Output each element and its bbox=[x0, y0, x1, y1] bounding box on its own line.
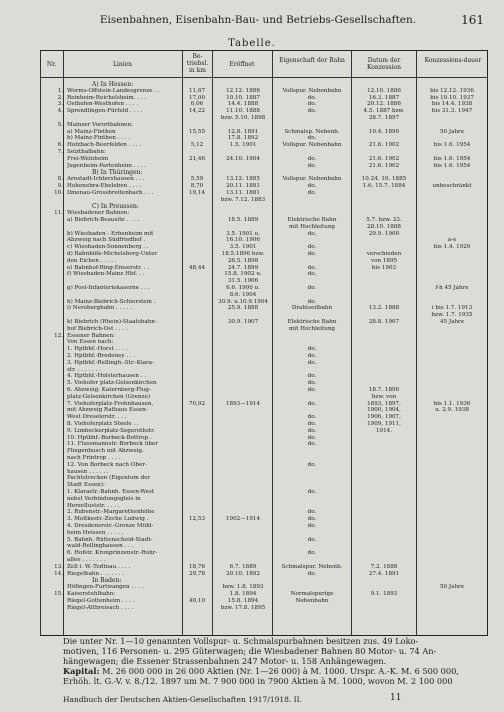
cell-linie: Jugenheim-Partenheim . . . . bbox=[67, 162, 147, 169]
cell-linie: str. . . . . . . . bbox=[67, 366, 101, 373]
cell-eroeffnet: 24.10. 1904 bbox=[226, 155, 260, 162]
cell-km: 17,00 bbox=[188, 94, 205, 101]
cell-eig: do. bbox=[307, 271, 317, 278]
cell-eig: do. bbox=[307, 434, 317, 441]
cell-eig: do. bbox=[307, 94, 317, 101]
cell-datum: 28.10. 1888 bbox=[367, 223, 401, 230]
cell-datum: 13.2. 1888 bbox=[368, 305, 400, 312]
cell-datum: bzw. von bbox=[371, 393, 397, 400]
cell-linie: 8. Viehoferplatz Steele . . bbox=[67, 421, 139, 427]
cell-eig: do. bbox=[307, 189, 317, 196]
cell-linie: i) Nerobergbahn . . . . . bbox=[67, 305, 133, 312]
cell-dauer: 50 Jahre bbox=[439, 128, 465, 135]
cell-linie: k) Biebrich (Rhein)-Staatsbahn- bbox=[67, 319, 157, 325]
cell-eig: do. bbox=[307, 230, 317, 237]
cell-datum: 1909, 1911, bbox=[367, 421, 401, 427]
cell-linie: Worms-Offstein-Landesgrenze . . bbox=[67, 87, 160, 94]
table-caption: Tabelle. bbox=[228, 38, 276, 49]
cell-eig: Elektrische Bahn bbox=[287, 319, 337, 325]
cell-km: 29,78 bbox=[188, 570, 205, 577]
cell-linie: 4. Dresdenerstr.-Grenze Mühl- bbox=[67, 523, 154, 529]
cell-linie: platz-Gelsenkirchen (Grenze) bbox=[67, 393, 151, 400]
col-header-datum: Datum der Konzession bbox=[366, 57, 402, 71]
cell-eroeffnet: 1893—1914 bbox=[225, 400, 261, 407]
cell-eroeffnet: 24.7. 1899 bbox=[227, 264, 259, 271]
cell-linie: c) Wiesbaden-Sonnenberg . . bbox=[67, 244, 149, 251]
cell-datum: 1906, 1907, bbox=[367, 414, 401, 421]
footer-line-1: Die unter Nr. 1—10 genannten Vollspur- u. Schmalspurbahnen besitzen zus. 49 Loko- bbox=[63, 636, 419, 646]
cell-eig: do. bbox=[307, 414, 317, 421]
cell-eroeffnet: 14.4. 1888 bbox=[227, 101, 259, 108]
cell-linie: Hohenebra-Ebeleben . . . . bbox=[67, 183, 142, 189]
handbook-citation: Handbuch der Deutschen Aktien-Gesellschaften 1917/1918. II. bbox=[63, 695, 302, 704]
cell-nr: 10. bbox=[54, 189, 63, 196]
cell-linie: West Dreselerstr. . . . bbox=[67, 414, 127, 421]
cell-eig: do. bbox=[307, 523, 317, 529]
cell-linie: a) Mainz-Finthen bbox=[67, 128, 116, 135]
cell-dauer: i bis 1.7. 1913 bbox=[431, 305, 473, 312]
cell-nr: 15. bbox=[54, 591, 63, 597]
cell-eig: do. bbox=[307, 135, 317, 142]
cell-linie: 5. Viehofer platz-Gelsenkirchen bbox=[67, 380, 157, 387]
cell-datum: 28.8. 1907 bbox=[368, 319, 400, 325]
cell-linie: Abzweig nach Südfriedhof . bbox=[67, 237, 146, 244]
cell-km: 11,67 bbox=[188, 87, 205, 94]
cell-linie: 6. Abzweig. Katernberg-Flug- bbox=[67, 387, 151, 393]
cell-linie: 12. Von Borbeck nach Ober- bbox=[67, 461, 147, 468]
cell-linie: 2. Hptbhf.-Bredeney . . . bbox=[67, 353, 136, 359]
cell-eroeffnet: 20.11. 1881 bbox=[226, 183, 260, 189]
cell-dauer: bis 31.3. 1947 bbox=[431, 108, 473, 115]
cell-datum: 9.1. 1893 bbox=[370, 591, 398, 597]
footer-line-2: motiven, 116 Personen- u. 295 Güterwagen; die Wiesbadener Bahnen 80 Motor- u. 74 An- bbox=[63, 646, 437, 656]
cell-dauer: 50 Jahre bbox=[439, 584, 465, 591]
cell-km: 48,44 bbox=[188, 264, 205, 271]
cell-eroeffnet: 13.12. 1885 bbox=[226, 176, 260, 183]
cell-dauer: 45 Jahre bbox=[439, 319, 465, 325]
cell-linie: 10. Hptbhf.-Borbeck-Bottrop . bbox=[67, 434, 152, 441]
page-number: 161 bbox=[461, 13, 484, 27]
footer-line-5: Erhöh. lt. G.-V. v. 8./12. 1897 um M. 7 900 000 in 7900 Aktien à M. 1000, wovon M. 2 100 000 bbox=[63, 676, 453, 686]
header-title: Eisenbahnen, Eisenbahn-Bau- und Betriebs-Gesellschaften. bbox=[99, 14, 417, 26]
cell-eig: Schmalspur. Nebenb. bbox=[281, 563, 343, 570]
cell-eig: do. bbox=[307, 489, 317, 495]
cell-eroeffnet: 15.8. 1902 u. bbox=[224, 271, 262, 278]
cell-eroeffnet: 17.8. 1892 bbox=[227, 135, 259, 142]
col-header-dauer: Konzessions-dauer bbox=[424, 57, 482, 64]
cell-linie: Wiesbadener Bahnen: bbox=[67, 210, 130, 217]
cell-nr: 7. bbox=[57, 149, 63, 155]
cell-eroeffnet: 1.8. 1894 bbox=[229, 591, 257, 597]
cell-linie: 5. Bahnh. Rüttenscheid-Stadt- bbox=[67, 536, 153, 543]
cell-linie: den Eichen . . . . . bbox=[67, 257, 117, 264]
cell-datum: 27.4. 1891 bbox=[368, 570, 400, 577]
cell-eig: do. bbox=[307, 359, 317, 366]
cell-eroeffnet: 20.10. 1892 bbox=[226, 570, 260, 577]
cell-datum: 1.6. 15.7. 1884 bbox=[362, 183, 406, 189]
cell-km: 15,55 bbox=[188, 128, 205, 135]
cell-eroeffnet: 30.9. 1907 bbox=[227, 319, 259, 325]
cell-linie: Osthofen-Westhofen . . . . bbox=[67, 101, 139, 108]
cell-dauer: bis 12.12. 1936 bbox=[430, 87, 474, 94]
cell-eroeffnet: 30.9. u.10.9.1904 bbox=[218, 298, 268, 305]
cell-linie: Hofzbach-Beerfelden . . . . bbox=[67, 142, 142, 149]
cell-linie: wald-Rellinghausen . . . bbox=[67, 543, 134, 550]
cell-linie: Riegel-Altbreisach . . . . bbox=[67, 604, 134, 611]
cell-linie: hof Biebrich-Ost . . . . bbox=[67, 325, 128, 332]
cell-nr: 5. bbox=[57, 121, 63, 128]
cell-eig: do. bbox=[307, 298, 317, 305]
cell-eig: do. bbox=[307, 461, 317, 468]
cell-km: 6,06 bbox=[190, 101, 204, 108]
cell-linie: nach Frintrop . . . . bbox=[67, 455, 121, 461]
cell-eig: Vollspur. Nebenbahn bbox=[282, 87, 342, 94]
capital-label: Kapital: bbox=[63, 666, 100, 676]
cell-linie: a) Biebrich-Beausite . . . . bbox=[67, 217, 139, 223]
cell-linie: Ilmenau-Grossbreitenbach . . . bbox=[67, 189, 154, 196]
running-header bbox=[70, 14, 486, 28]
cell-linie: mit Abzweig Rathaus Essen- bbox=[67, 407, 148, 414]
footer-line-3: hängewagen; die Essener Strassenbahnen 247 Motor- u. 158 Anhängewagen. bbox=[63, 656, 387, 666]
cell-datum: 28.7. 1897 bbox=[368, 115, 400, 121]
cell-eig: Vollspur. Nebenbahn bbox=[282, 142, 342, 149]
cell-eroeffnet: bzw. 7.12. 1883 bbox=[220, 196, 266, 203]
cell-linie: Arnstadt-Ichtershausen . . . bbox=[67, 176, 145, 183]
cell-eig: Elektrische Bahn bbox=[287, 217, 337, 223]
cell-linie: heim Heissen . . . . . bbox=[67, 529, 124, 536]
cell-dauer: bis 1.6. 1954 bbox=[433, 155, 471, 162]
cell-km: 21,46 bbox=[188, 155, 205, 162]
cell-datum: 16.3. 1887 bbox=[368, 94, 400, 101]
cell-datum: 18.7. 1890 bbox=[368, 387, 400, 393]
cell-eroeffnet: bzw. 17.8. 1895 bbox=[220, 604, 266, 611]
cell-linie: Pachtstrecken (Eigentum der bbox=[67, 475, 151, 482]
cell-datum: 21.6. 1902 bbox=[368, 142, 400, 149]
signature-number: 11 bbox=[390, 693, 402, 703]
cell-linie: Kaiserstuhlbahn: bbox=[67, 591, 116, 597]
cell-datum: 1914. bbox=[375, 427, 392, 434]
cell-eroeffnet: 18.5.1896 bzw. bbox=[221, 251, 265, 257]
cell-linie: 7. Viehoferplatz-Frohnhausen, bbox=[67, 400, 154, 407]
group-header: In Baden: bbox=[92, 577, 122, 585]
cell-dauer: a-e bbox=[447, 237, 457, 244]
capital-text: M. 26 000 000 in 26 000 Aktien (Nr. 1—26 000) à M. 1000. Urspr. A.-K. M. 6 500 000, bbox=[102, 666, 459, 676]
cell-nr: 12. bbox=[54, 332, 63, 339]
cell-linie: e) Bahnhof-Ring-Emserstr. . . bbox=[67, 264, 150, 271]
cell-dauer: bis 1.6. 1954 bbox=[433, 142, 471, 149]
cell-eig: mit Hochleitung bbox=[288, 223, 336, 230]
group-header: B) In Thüringen: bbox=[92, 169, 143, 177]
cell-km: 12,53 bbox=[188, 516, 205, 523]
cell-datum: 12.10. 1886 bbox=[367, 87, 401, 94]
cell-linie: Mainzer Vorortbahnen: bbox=[67, 121, 133, 128]
cell-eroeffnet: 15.8. 1894 bbox=[227, 597, 259, 604]
cell-datum: 20.12. 1886 bbox=[367, 101, 401, 108]
cell-eig: do. bbox=[307, 155, 317, 162]
cell-nr: 9. bbox=[57, 183, 63, 189]
cell-dauer: bis 1.4. 1929 bbox=[433, 244, 471, 251]
cell-eroeffnet: 16.10. 1906 bbox=[226, 237, 260, 244]
cell-eroeffnet: 6.6. 1900 u. bbox=[226, 285, 260, 291]
cell-dauer: bzw. 1.7. 1935 bbox=[431, 312, 473, 319]
cell-eroeffnet: 13.11. 1881 bbox=[226, 189, 260, 196]
col-header-linien: Linien bbox=[112, 61, 133, 68]
cell-eig: do. bbox=[307, 387, 317, 393]
cell-linie: h) Mainz-Biebrich-Schierstein . bbox=[67, 298, 156, 305]
cell-dauer: bis 14.4. 1938 bbox=[431, 101, 473, 108]
cell-nr: 13. bbox=[54, 563, 63, 570]
cell-datum: 10.24. 10. 1885 bbox=[361, 176, 407, 183]
cell-linie: Reinheim-Reichelsheim. . . . bbox=[67, 94, 147, 101]
cell-linie: 4. Hptbhf.-Holsterhausen . . bbox=[67, 373, 147, 380]
cell-linie: Stadt Essen): bbox=[67, 482, 105, 489]
cell-eig: do. bbox=[307, 421, 317, 427]
cell-dauer: bis 1.6. 1954 bbox=[433, 162, 471, 169]
cell-linie: Riegelbahn . . . . . . . bbox=[67, 570, 125, 577]
cell-linie: g) Post-Infanteriekaserne . . . bbox=[67, 285, 150, 291]
cell-eig: do. bbox=[307, 353, 317, 359]
cell-eig: do. bbox=[307, 373, 317, 380]
cell-km: 19,14 bbox=[188, 189, 205, 196]
cell-eig: do. bbox=[307, 427, 317, 434]
cell-km: 70,92 bbox=[188, 400, 205, 407]
cell-datum: 29.9. 1900 bbox=[368, 230, 400, 237]
cell-eig: do. bbox=[307, 183, 317, 189]
railway-table bbox=[40, 50, 488, 636]
cell-eig: do. bbox=[307, 264, 317, 271]
cell-eroeffnet: 6.7. 1889 bbox=[229, 563, 257, 570]
cell-nr: 8. bbox=[57, 176, 63, 183]
cell-km: 5,12 bbox=[190, 142, 204, 149]
cell-linie: allee . . . . . . . bbox=[67, 557, 106, 563]
cell-eroeffnet: 11.10. 1888 bbox=[226, 108, 260, 115]
cell-linie: b) Mainz-Finthen . . . . bbox=[67, 135, 131, 142]
cell-linie: 1. Hptbhf.-Horst . . . . bbox=[67, 346, 128, 353]
cell-linie: 6. Hofstr. Kronprinzenstr.-Ruhr- bbox=[67, 550, 158, 557]
cell-linie: b) Wiesbaden - Erbenheim mit bbox=[67, 230, 154, 237]
cell-datum: 21.6. 1902 bbox=[368, 155, 400, 162]
cell-nr: 14. bbox=[54, 570, 63, 577]
cell-eig: do. bbox=[307, 251, 317, 257]
cell-eig: Schmalsp. Nebenb. bbox=[284, 128, 340, 135]
cell-nr: 4. bbox=[57, 108, 63, 115]
cell-eig: do. bbox=[307, 346, 317, 353]
cell-dauer: unbeschränkt bbox=[432, 183, 472, 189]
cell-linie: Essener Bahnen: bbox=[67, 332, 115, 339]
footer-capital bbox=[63, 666, 493, 676]
cell-eroeffnet: 3.5. 1901 u. bbox=[226, 230, 260, 237]
cell-eroeffnet: 26.5. 1898 bbox=[227, 257, 259, 264]
cell-datum: 1893, 1897, bbox=[367, 400, 401, 407]
cell-linie: 2. Rubenstr.-Margarethenhöhe bbox=[67, 509, 155, 516]
cell-eig: do. bbox=[307, 101, 317, 108]
cell-nr: 11. bbox=[54, 210, 63, 217]
cell-linie: nebst Verbindungsgleis in bbox=[67, 495, 141, 502]
cell-eroeffnet: 12.8. 1891 bbox=[227, 128, 259, 135]
cell-datum: von 1895 bbox=[370, 257, 398, 264]
col-header-eroeffnet: Eröffnet bbox=[229, 61, 255, 68]
cell-nr: 2. bbox=[57, 94, 63, 101]
cell-eig: mit Hochleitung bbox=[288, 325, 336, 332]
cell-km: 5,59 bbox=[190, 176, 204, 183]
cell-linie: Selzthalbahn: bbox=[67, 149, 106, 155]
cell-datum: 10.4. 1890 bbox=[368, 128, 400, 135]
cell-dauer: f-h 45 Jahre bbox=[435, 285, 469, 291]
cell-linie: 3. Hptbhf.-Rellingh.-Str.-Kiara- bbox=[67, 359, 154, 366]
cell-eig: do. bbox=[307, 516, 317, 523]
cell-datum: 5.7. bzw. 23. bbox=[366, 217, 402, 223]
cell-datum: 4.5. 1887 bzw. bbox=[363, 108, 405, 115]
cell-eig: Normalspurige bbox=[290, 591, 334, 597]
cell-dauer: bis 10.10. 1937 bbox=[430, 94, 474, 101]
cell-datum: 1900, 1904, bbox=[367, 407, 401, 414]
cell-km: 18,76 bbox=[188, 563, 205, 570]
cell-dauer: bis 1.1. 1936 bbox=[433, 400, 471, 407]
col-header-eigenschaft: Eigenschaft der Bahn bbox=[279, 57, 345, 64]
cell-eig: do. bbox=[307, 380, 317, 387]
cell-eroeffnet: 25.9. 1888 bbox=[227, 305, 259, 312]
cell-eroeffnet: 3.5. 1901 bbox=[229, 244, 257, 251]
cell-nr: 3. bbox=[57, 101, 63, 108]
cell-eig: Nebenbahn bbox=[295, 597, 329, 604]
cell-nr: 1. bbox=[57, 87, 63, 94]
cell-linie: Herzelluststr. . . . . bbox=[67, 502, 120, 509]
cell-eroeffnet: 8.6. 1904 bbox=[229, 291, 257, 298]
cell-linie: 1. Klarastr.-Bahnh. Essen-West bbox=[67, 489, 155, 495]
cell-eig: do. bbox=[307, 570, 317, 577]
cell-linie: 11. Flussmannstr.-Borbeck über bbox=[67, 441, 158, 448]
cell-datum: 21.6. 1902 bbox=[368, 162, 400, 169]
cell-eig: Drahtseilbahn bbox=[291, 305, 333, 312]
cell-eig: do. bbox=[307, 509, 317, 516]
cell-eig: do. bbox=[307, 108, 317, 115]
cell-linie: hausen . . . . . . bbox=[67, 468, 109, 475]
cell-eig: do. bbox=[307, 400, 317, 407]
cell-eig: do. bbox=[307, 244, 317, 251]
cell-eroeffnet: 12.12. 1886 bbox=[226, 87, 260, 94]
cell-linie: Fliegenbusch mit Abzweig. bbox=[67, 448, 144, 455]
cell-linie: Höfingen-Furtwangen . . . . bbox=[67, 584, 144, 591]
cell-eroeffnet: 10.10. 1887 bbox=[226, 94, 260, 101]
cell-linie: Riegel-Gottenheim . . . . bbox=[67, 597, 135, 604]
cell-eroeffnet: 1902—1914 bbox=[225, 516, 261, 523]
cell-eroeffnet: bzw. 5.10. 1898 bbox=[220, 115, 266, 121]
cell-km: 40,10 bbox=[188, 597, 205, 604]
cell-eig: do. bbox=[307, 550, 317, 557]
col-header-nr: Nr. bbox=[46, 61, 57, 68]
cell-eroeffnet: 1.5. 1901 bbox=[229, 142, 257, 149]
cell-linie: f) Wiesbaden-Mainz Hbf. . . bbox=[67, 271, 145, 278]
cell-linie: Frei-Weinheim bbox=[67, 155, 109, 162]
cell-linie: Zell i. W.-Todtnau . . . . bbox=[67, 563, 131, 570]
cell-linie: 9. Limbeckerplatz-Segerothstr. bbox=[67, 427, 155, 434]
cell-datum: verschieden bbox=[366, 251, 402, 257]
cell-eroeffnet: bzw. 1.8. 1893 bbox=[222, 584, 264, 591]
col-header-km: Be-triebsl. in km bbox=[186, 53, 209, 74]
cell-km: 8,70 bbox=[190, 183, 204, 189]
group-header: C) In Preussen: bbox=[92, 203, 139, 211]
cell-linie: 3. Moltkestr.-Zeche Ludwig . bbox=[67, 516, 149, 523]
cell-dauer: u. 2.9. 1938 bbox=[435, 407, 469, 414]
cell-linie: Sprendlingen-Fürfeld . . . . bbox=[67, 108, 143, 115]
cell-eig: do. bbox=[307, 162, 317, 169]
cell-linie: Von Essen nach: bbox=[67, 339, 114, 346]
cell-eig: do. bbox=[307, 536, 317, 543]
cell-nr: 6. bbox=[57, 142, 63, 149]
cell-linie: d) Bahnhöfe-Michelsberg-Unter bbox=[67, 251, 158, 257]
cell-eig: do. bbox=[307, 285, 317, 291]
cell-km: 14,22 bbox=[188, 108, 205, 115]
group-header: A) In Hessen: bbox=[92, 81, 134, 88]
cell-eig: do. bbox=[307, 441, 317, 448]
cell-eig: Vollspur. Nebenbahn bbox=[282, 176, 342, 183]
cell-eroeffnet: 31.5. 1906 bbox=[227, 278, 259, 285]
cell-datum: bis 1903 bbox=[371, 264, 397, 271]
cell-eroeffnet: 18.5. 1889 bbox=[227, 217, 259, 223]
cell-datum: 7.2. 1888 bbox=[370, 563, 398, 570]
